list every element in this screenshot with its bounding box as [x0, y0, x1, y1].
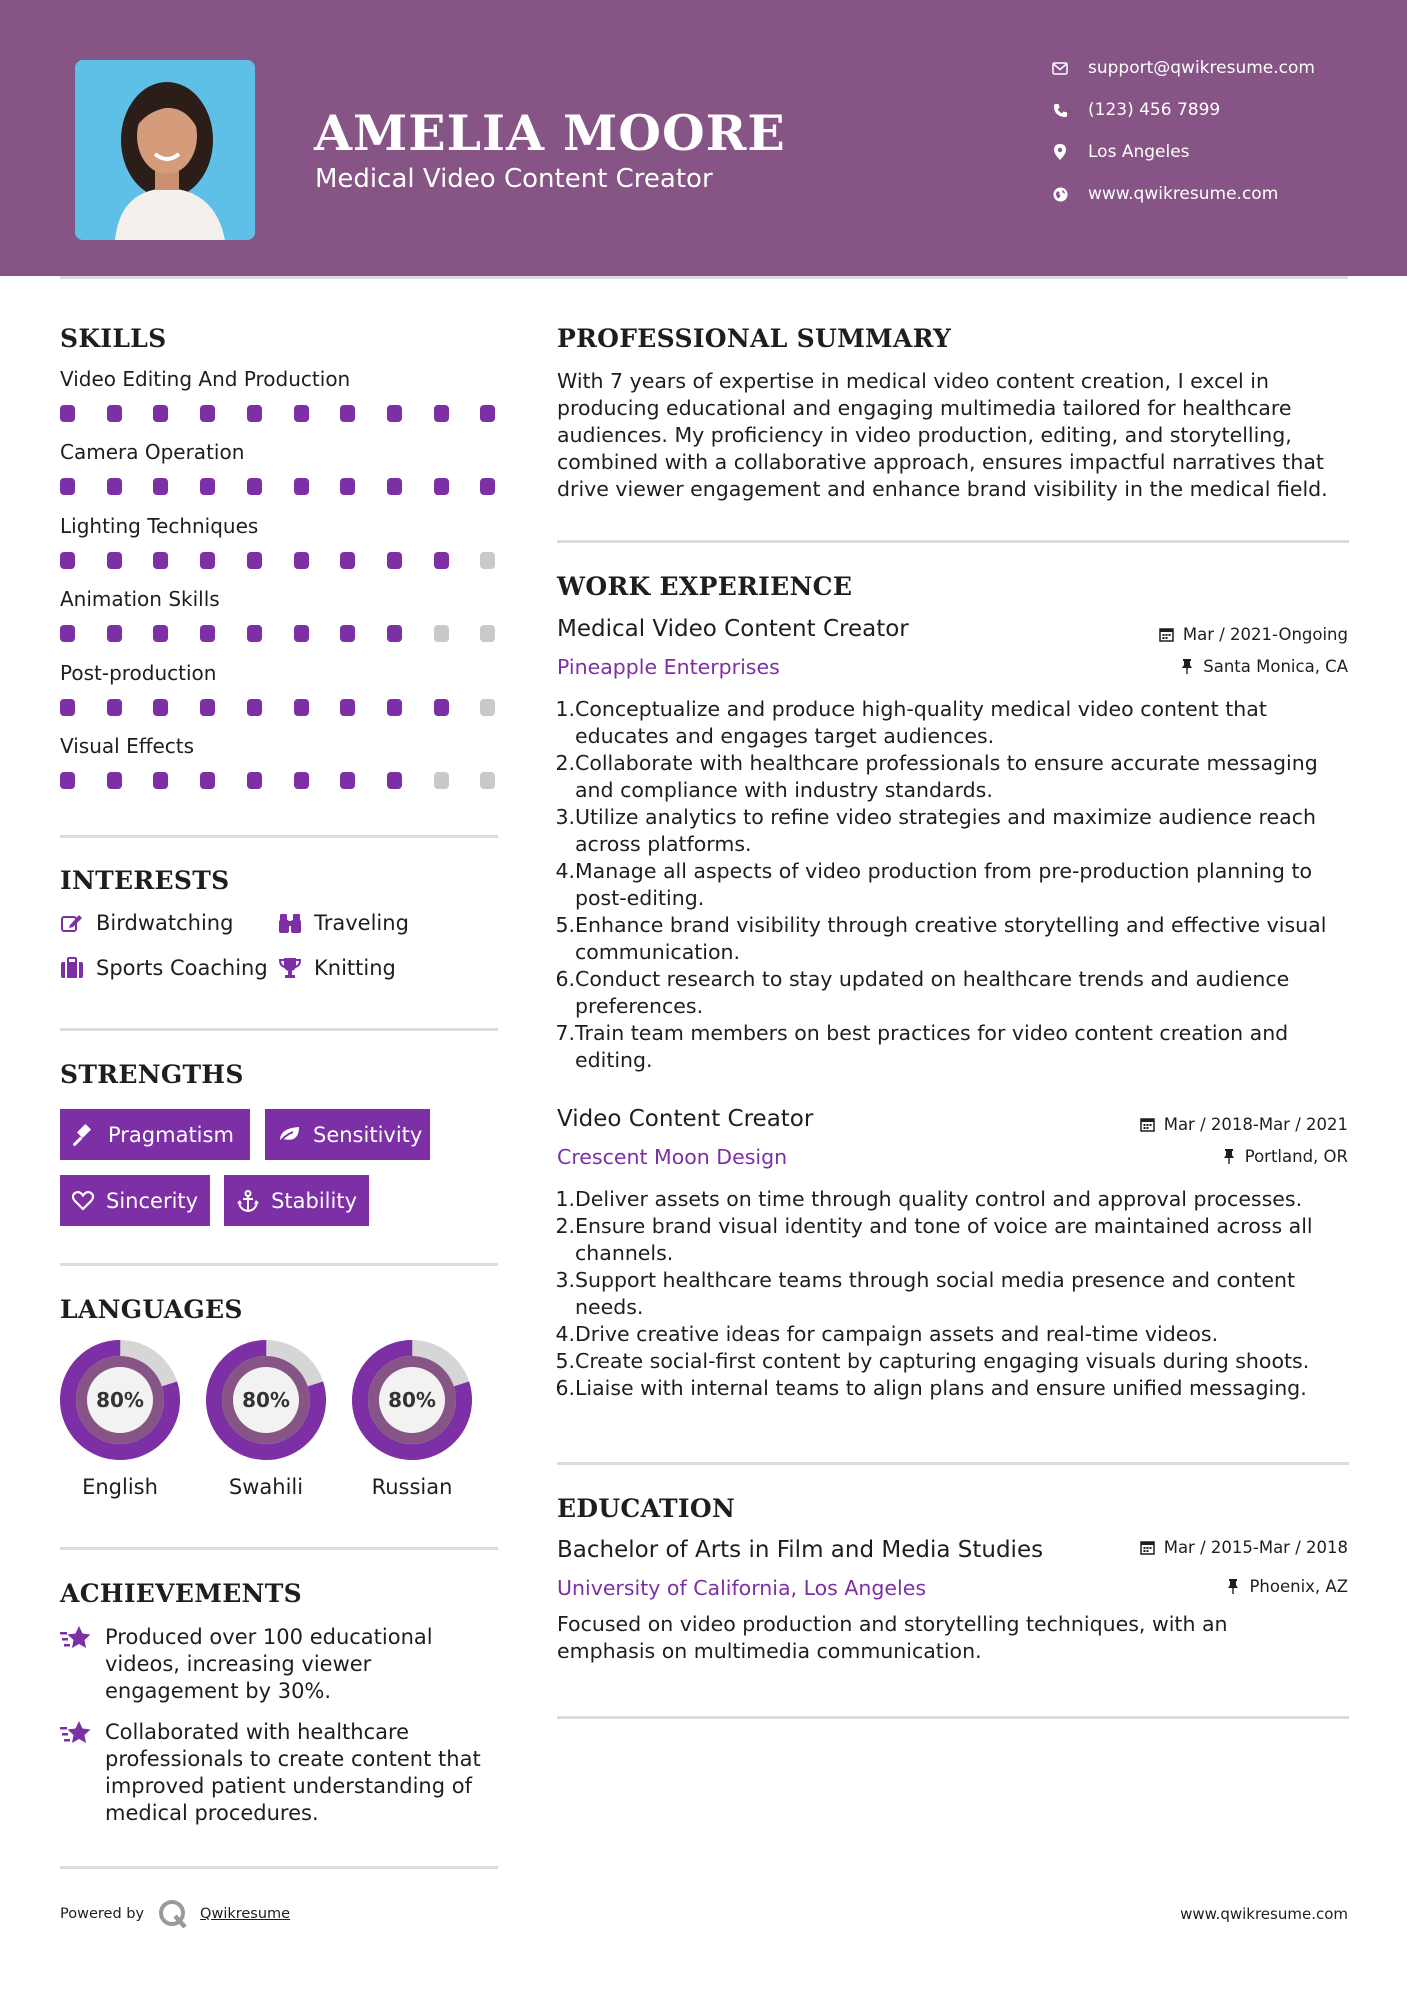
job-dates: [1159, 625, 1348, 644]
list-number: 3.: [555, 805, 575, 829]
job-dates-text: Mar / 2021-Ongoing: [1182, 625, 1348, 644]
skill-dot-filled: [340, 478, 355, 495]
skill-dot-filled: [60, 552, 75, 569]
section-divider: [557, 540, 1349, 543]
interest-label: Traveling: [314, 911, 409, 935]
skill-dot-filled: [294, 552, 309, 569]
skill-dot-filled: [247, 625, 262, 642]
skill-dot-filled: [60, 405, 75, 422]
header-divider: [60, 276, 1348, 279]
skill-rating: [60, 625, 498, 643]
interest-item: [278, 911, 409, 935]
skill-dot-filled: [294, 772, 309, 789]
leaf-icon: [277, 1123, 301, 1147]
skill-dot-filled: [107, 699, 122, 716]
contact-phone-text: (123) 456 7899: [1088, 100, 1221, 120]
responsibility-text: Support healthcare teams through social media presence and content needs.: [575, 1268, 1296, 1319]
pencil-square-icon: [60, 911, 84, 935]
language-item: [205, 1339, 327, 1499]
company-name: Pineapple Enterprises: [557, 655, 780, 679]
summary-heading: PROFESSIONAL SUMMARY: [557, 324, 952, 353]
section-divider: [557, 1462, 1349, 1465]
list-number: 5.: [555, 913, 575, 937]
pushpin-icon: [1225, 1579, 1241, 1595]
skill-dot-empty: [480, 772, 495, 789]
language-item: [59, 1339, 181, 1499]
skill-rating: [60, 699, 498, 717]
anchor-icon: [236, 1189, 259, 1213]
skill-dot-filled: [60, 478, 75, 495]
skill-dot-filled: [434, 478, 449, 495]
job-dates: [1140, 1115, 1348, 1134]
contact-location-text: Los Angeles: [1088, 142, 1190, 162]
map-pin-icon: [1050, 142, 1070, 162]
interest-item: [278, 956, 396, 980]
list-number: 2.: [555, 1214, 575, 1238]
calendar-icon: [1140, 1540, 1156, 1556]
responsibility-item: [553, 1213, 1353, 1267]
skill-dot-filled: [294, 405, 309, 422]
candidate-name: AMELIA MOORE: [314, 104, 786, 162]
responsibility-item: [553, 804, 1353, 858]
skill-label: Lighting Techniques: [60, 513, 259, 538]
list-number: 6.: [555, 1376, 575, 1400]
interest-label: Knitting: [314, 956, 396, 980]
responsibility-text: Conceptualize and produce high-quality medical video content that educates and engages target audiences.: [575, 697, 1267, 748]
candidate-role: Medical Video Content Creator: [315, 164, 713, 194]
pushpin-icon: [1179, 659, 1195, 675]
skill-rating: [60, 552, 498, 570]
skill-label: Animation Skills: [60, 587, 220, 612]
achievement-text: Collaborated with healthcare professionals to create content that improved patient understanding of medical procedures.: [105, 1720, 481, 1825]
calendar-icon: [1159, 627, 1175, 643]
job-location-text: Portland, OR: [1244, 1147, 1348, 1166]
language-name: Swahili: [228, 1475, 304, 1499]
skill-dot-filled: [247, 772, 262, 789]
responsibility-item: [553, 1375, 1353, 1402]
list-number: 4.: [555, 1322, 575, 1346]
list-number: 5.: [555, 1349, 575, 1373]
skill-dot-filled: [340, 552, 355, 569]
skill-dot-filled: [294, 478, 309, 495]
list-number: 2.: [555, 751, 575, 775]
company-name: Crescent Moon Design: [557, 1145, 788, 1169]
skill-dot-filled: [153, 772, 168, 789]
phone-icon: [1050, 100, 1070, 120]
achievement-item: [60, 1719, 500, 1827]
section-divider: [60, 1866, 498, 1869]
skill-dot-filled: [107, 625, 122, 642]
contact-location: [1050, 142, 1190, 162]
education-location: [1225, 1577, 1348, 1596]
skill-dot-filled: [340, 405, 355, 422]
language-gauge: [205, 1339, 327, 1461]
envelope-icon: [1050, 58, 1070, 78]
skill-dot-filled: [294, 625, 309, 642]
strength-badge: [60, 1175, 210, 1226]
responsibility-item: [553, 1267, 1353, 1321]
qwikresume-logo-icon: [158, 1899, 188, 1929]
skill-dot-filled: [107, 478, 122, 495]
skill-dot-filled: [153, 699, 168, 716]
contact-website[interactable]: [1050, 184, 1278, 204]
skill-dot-filled: [60, 772, 75, 789]
language-item: [351, 1339, 473, 1499]
language-name: English: [82, 1475, 158, 1499]
contact-email-text: support@qwikresume.com: [1088, 58, 1315, 78]
responsibility-item: [553, 966, 1353, 1020]
job-location: [1221, 1147, 1348, 1166]
responsibility-item: [553, 750, 1353, 804]
achievement-item: [60, 1624, 500, 1705]
responsibility-text: Enhance brand visibility through creative storytelling and effective visual communication.: [575, 913, 1327, 964]
skill-dot-filled: [340, 625, 355, 642]
calendar-icon: [1140, 1117, 1156, 1133]
interest-label: Birdwatching: [96, 911, 234, 935]
responsibility-text: Deliver assets on time through quality control and approval processes.: [575, 1187, 1303, 1211]
skill-dot-filled: [387, 625, 402, 642]
skill-dot-filled: [340, 772, 355, 789]
responsibility-text: Utilize analytics to refine video strategies and maximize audience reach across platforms.: [575, 805, 1316, 856]
degree-title: Bachelor of Arts in Film and Media Studies: [557, 1537, 1044, 1563]
star-award-icon: [60, 1719, 92, 1747]
skill-dot-filled: [200, 772, 215, 789]
languages-heading: LANGUAGES: [60, 1295, 243, 1324]
responsibility-text: Collaborate with healthcare professionals to ensure accurate messaging and compliance with industry standards.: [575, 751, 1318, 802]
skill-dot-filled: [294, 699, 309, 716]
interest-item: [60, 956, 268, 980]
gavel-icon: [72, 1123, 96, 1147]
section-divider: [60, 1263, 498, 1266]
section-divider: [60, 835, 498, 838]
skill-rating: [60, 772, 498, 790]
skill-dot-filled: [153, 405, 168, 422]
list-number: 4.: [555, 859, 575, 883]
skill-dot-empty: [434, 772, 449, 789]
profile-photo: [75, 60, 255, 240]
contact-phone[interactable]: [1050, 100, 1220, 120]
responsibility-item: [553, 1020, 1353, 1074]
skill-dot-filled: [387, 552, 402, 569]
skill-dot-filled: [200, 478, 215, 495]
skill-rating: [60, 478, 498, 496]
list-number: 3.: [555, 1268, 575, 1292]
responsibility-text: Train team members on best practices for video content creation and editing.: [575, 1021, 1289, 1072]
job-responsibilities: [553, 1186, 1353, 1402]
skill-label: Visual Effects: [60, 734, 195, 758]
skill-dot-filled: [200, 699, 215, 716]
skill-dot-filled: [434, 405, 449, 422]
responsibility-item: [553, 1186, 1353, 1213]
education-heading: EDUCATION: [557, 1494, 736, 1523]
binoculars-icon: [278, 911, 302, 935]
experience-heading: WORK EXPERIENCE: [557, 572, 853, 601]
skill-dot-filled: [153, 478, 168, 495]
responsibility-item: [553, 696, 1353, 750]
skill-dot-filled: [480, 478, 495, 495]
strength-badge: [265, 1109, 430, 1160]
responsibility-text: Manage all aspects of video production from pre-production planning to post-editing.: [575, 859, 1313, 910]
interests-heading: INTERESTS: [60, 866, 230, 895]
skill-dot-filled: [387, 699, 402, 716]
job-title: Video Content Creator: [557, 1106, 814, 1132]
skill-dot-filled: [387, 405, 402, 422]
strength-badge: [224, 1175, 369, 1226]
language-gauge: [59, 1339, 181, 1461]
section-divider: [60, 1547, 498, 1550]
globe-icon: [1050, 184, 1070, 204]
pushpin-icon: [1221, 1149, 1237, 1165]
list-number: 1.: [555, 1187, 575, 1211]
footer-website[interactable]: www.qwikresume.com: [1180, 1905, 1348, 1923]
responsibility-text: Conduct research to stay updated on healthcare trends and audience preferences.: [575, 967, 1290, 1018]
section-divider: [60, 1028, 498, 1031]
skill-dot-filled: [434, 699, 449, 716]
skill-label: Camera Operation: [60, 440, 245, 465]
skill-rating: [60, 405, 498, 423]
responsibility-text: Liaise with internal teams to align plans and ensure unified messaging.: [575, 1376, 1307, 1400]
skill-dot-filled: [107, 772, 122, 789]
strength-label: Sincerity: [106, 1188, 199, 1213]
education-description: Focused on video production and storytelling techniques, with an emphasis on multimedia communication.: [557, 1612, 1228, 1663]
strength-label: Pragmatism: [108, 1122, 234, 1147]
language-percent: 80%: [96, 1388, 144, 1412]
job-location: [1179, 657, 1348, 676]
powered-by: [60, 1899, 290, 1929]
suitcase-icon: [60, 956, 84, 980]
strength-label: Sensitivity: [313, 1122, 423, 1147]
skill-dot-filled: [60, 625, 75, 642]
skill-dot-filled: [247, 699, 262, 716]
language-gauge: [351, 1339, 473, 1461]
skill-label: Post-production: [60, 660, 217, 685]
responsibility-item: [553, 1348, 1353, 1375]
contact-email[interactable]: [1050, 58, 1315, 78]
skill-dot-filled: [107, 552, 122, 569]
resume-header: [0, 0, 1407, 276]
interest-item: [60, 911, 233, 935]
skill-dot-filled: [153, 625, 168, 642]
list-number: 1.: [555, 697, 575, 721]
skill-dot-filled: [200, 552, 215, 569]
skill-dot-empty: [434, 625, 449, 642]
skill-dot-filled: [434, 552, 449, 569]
skill-dot-filled: [480, 405, 495, 422]
star-award-icon: [60, 1624, 92, 1652]
responsibility-text: Create social-first content by capturing engaging visuals during shoots.: [575, 1349, 1310, 1373]
skill-dot-empty: [480, 552, 495, 569]
skill-dot-filled: [107, 405, 122, 422]
language-percent: 80%: [242, 1388, 290, 1412]
language-percent: 80%: [388, 1388, 436, 1412]
skill-dot-filled: [247, 552, 262, 569]
section-divider: [557, 1716, 1349, 1719]
list-number: 7.: [555, 1021, 575, 1045]
strengths-heading: STRENGTHS: [60, 1060, 244, 1089]
school-name: University of California, Los Angeles: [557, 1576, 927, 1600]
skill-dot-filled: [247, 405, 262, 422]
skill-dot-filled: [387, 772, 402, 789]
skill-dot-filled: [60, 699, 75, 716]
job-responsibilities: [553, 696, 1353, 1074]
heart-icon: [72, 1189, 94, 1213]
summary-text: With 7 years of expertise in medical video content creation, I excel in producing educational and engaging multimedia tailored for healthcare audiences. My proficiency in video production, editing, and storytelling, combined with a collaborative approach, ensures impactful narratives that drive viewer engagement and enhance brand visibility in the medical field.: [557, 369, 1328, 501]
responsibility-text: Ensure brand visual identity and tone of voice are maintained across all channels.: [575, 1214, 1313, 1265]
powered-by-label: Powered by: [60, 1906, 145, 1922]
skill-dot-filled: [340, 699, 355, 716]
interest-label: Sports Coaching: [96, 956, 268, 980]
responsibility-item: [553, 1321, 1353, 1348]
achievement-text: Produced over 100 educational videos, increasing viewer engagement by 30%.: [105, 1625, 433, 1703]
strength-label: Stability: [271, 1188, 357, 1213]
trophy-icon: [278, 956, 302, 980]
skill-label: Video Editing And Production: [60, 367, 351, 391]
qwikresume-link[interactable]: Qwikresume: [200, 1906, 291, 1922]
skill-dot-filled: [387, 478, 402, 495]
responsibility-item: [553, 858, 1353, 912]
education-location-text: Phoenix, AZ: [1249, 1577, 1348, 1596]
list-number: 6.: [555, 967, 575, 991]
job-location-text: Santa Monica, CA: [1203, 657, 1348, 676]
achievements-heading: ACHIEVEMENTS: [60, 1579, 302, 1608]
education-dates-text: Mar / 2015-Mar / 2018: [1163, 1538, 1348, 1557]
education-dates: [1140, 1538, 1348, 1557]
contact-website-text: www.qwikresume.com: [1088, 184, 1279, 204]
job-title: Medical Video Content Creator: [557, 616, 909, 642]
skill-dot-filled: [153, 552, 168, 569]
skill-dot-filled: [247, 478, 262, 495]
skill-dot-filled: [200, 625, 215, 642]
job-dates-text: Mar / 2018-Mar / 2021: [1163, 1115, 1348, 1134]
strength-badge: [60, 1109, 250, 1160]
responsibility-text: Drive creative ideas for campaign assets and real-time videos.: [575, 1322, 1219, 1346]
language-name: Russian: [371, 1475, 453, 1499]
responsibility-item: [553, 912, 1353, 966]
skill-dot-filled: [200, 405, 215, 422]
skill-dot-empty: [480, 625, 495, 642]
skills-heading: SKILLS: [60, 324, 167, 353]
skill-dot-empty: [480, 699, 495, 716]
